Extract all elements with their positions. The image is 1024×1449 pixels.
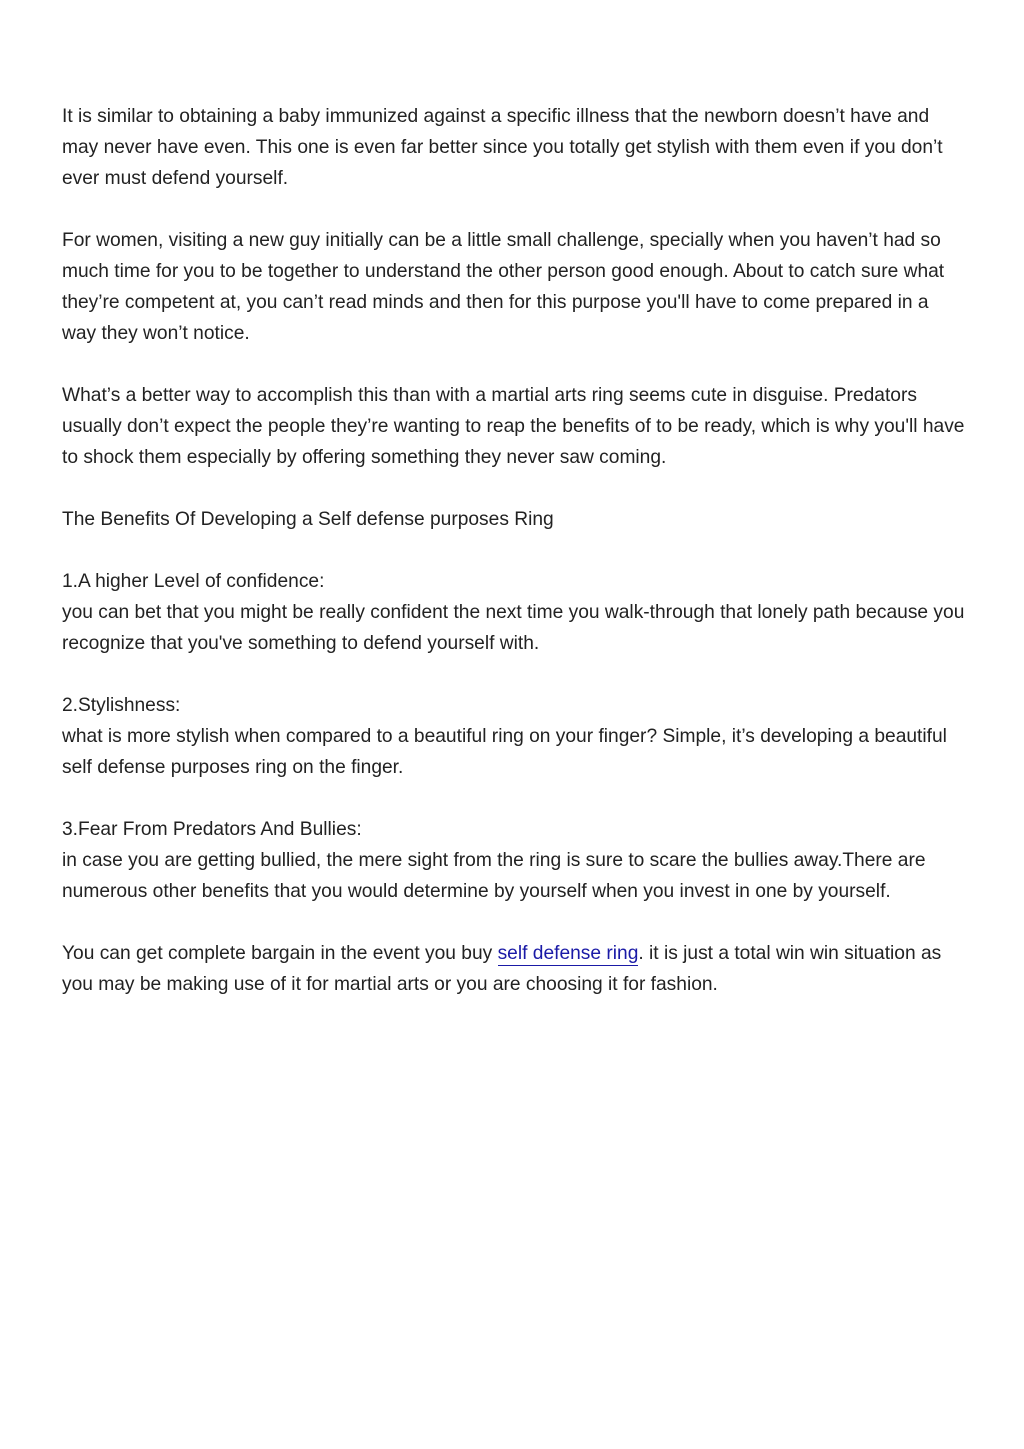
benefit-confidence <box>62 566 966 659</box>
self-defense-ring-link[interactable]: self defense ring <box>497 943 639 964</box>
document-body <box>62 101 966 1031</box>
closing-text-after-link: . it is just a total win win situation as you may be making use of it for martial arts or you are choosing it for fashion. <box>62 943 942 995</box>
benefit-heading: 1.A higher Level of confidence: <box>62 571 325 592</box>
paragraph-closing <box>62 938 966 1000</box>
paragraph-immunization: It is similar to obtaining a baby immunized against a specific illness that the newborn doesn’t have and may never have even. This one is even far better since you totally get stylish with them even if you don’t ever must defend yourself. <box>62 106 943 189</box>
benefit-body: you can bet that you might be really confident the next time you walk-through that lonely path because you recognize that you've something to defend yourself with. <box>62 602 965 654</box>
benefit-heading: 2.Stylishness: <box>62 695 181 716</box>
benefit-body: what is more stylish when compared to a beautiful ring on your finger? Simple, it’s developing a beautiful self defense purposes ring on the finger. <box>62 726 947 778</box>
paragraph-women-dating: For women, visiting a new guy initially can be a little small challenge, specially when you haven’t had so much time for you to be together to understand the other person good enough. About to catch sure what they’re competent at, you can’t read minds and then for this purpose you'll have to come prepared in a way they won’t notice. <box>62 230 945 344</box>
section-heading-benefits: The Benefits Of Developing a Self defense purposes Ring <box>62 509 554 530</box>
closing-text-before-link: You can get complete bargain in the event you buy <box>62 943 498 964</box>
paragraph-martial-arts-ring: What’s a better way to accomplish this than with a martial arts ring seems cute in disguise. Predators usually don’t expect the people they’re wanting to reap the benefits of to be ready, which is why you'll have to shock them especially by offering something they never saw coming. <box>62 385 965 468</box>
benefit-stylishness <box>62 690 966 783</box>
benefit-fear-predators <box>62 814 966 907</box>
benefit-heading: 3.Fear From Predators And Bullies: <box>62 819 362 840</box>
benefit-body: in case you are getting bullied, the mere sight from the ring is sure to scare the bullies away.There are numerous other benefits that you would determine by yourself when you invest in one by yourself. <box>62 850 926 902</box>
